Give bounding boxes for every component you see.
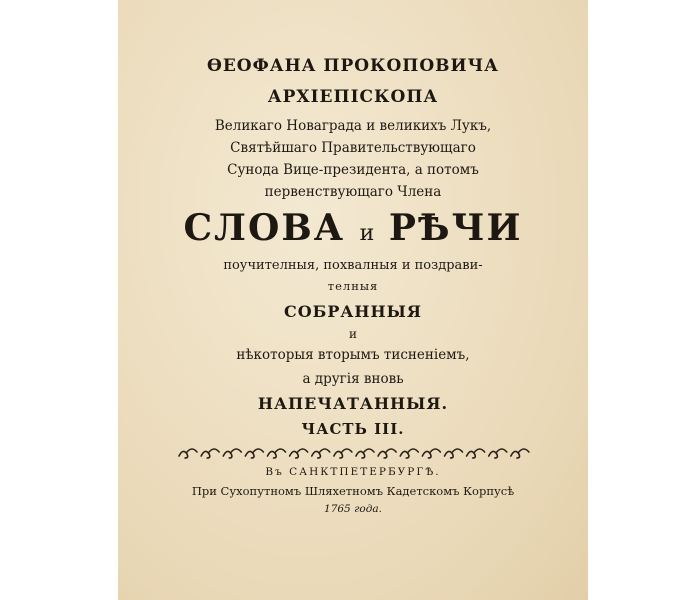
ornament-divider	[176, 444, 530, 462]
ornament-scroll	[179, 449, 197, 458]
ornament-scroll	[334, 449, 352, 458]
description-line: первенствующаго Члена	[264, 184, 442, 200]
ornament-scroll	[290, 449, 308, 458]
reprint-line: нѣкоторыя вторымъ тисненіемъ,	[236, 347, 470, 363]
main-title-connector: и	[359, 221, 375, 246]
ornament-scroll	[245, 449, 263, 458]
description-line: Великаго Новаграда и великихъ Лукъ,	[214, 118, 492, 134]
ornament-scroll	[445, 449, 463, 458]
ornament-scroll	[268, 449, 286, 458]
printed-heading: НАПЕЧАТАННЫЯ.	[257, 394, 449, 413]
author-name: ѲЕОФАНА ПРОКОПОВИЧА	[207, 56, 499, 76]
ornament-scroll	[422, 449, 440, 458]
new-print-line: а другія вновь	[302, 371, 404, 387]
ornament-scroll	[489, 449, 507, 458]
subtitle-line: поучителныя, похвалныя и поздрави-	[223, 258, 483, 273]
imprint-city: Въ САНКТПЕТЕРБУРГѢ.	[265, 466, 441, 478]
description-line: Святѣйшаго Правительствующаго	[230, 140, 476, 156]
imprint-press: При Сухопутномъ Шляхетномъ Кадетскомъ Корпусѣ	[191, 484, 515, 498]
main-title	[118, 207, 588, 249]
main-title-part1: СЛОВА	[183, 207, 346, 249]
imprint-year: 1765 года.	[324, 503, 382, 515]
part-number: ЧАСТЬ III.	[301, 420, 405, 438]
description-line: Сунода Вице-президента, а потомъ	[227, 162, 479, 178]
author-title: АРХІЕПІСКОПА	[267, 87, 439, 107]
main-title-part2: РѢЧИ	[388, 207, 523, 249]
collected-heading: СОБРАННЫЯ	[284, 302, 422, 321]
title-page	[118, 0, 588, 600]
ornament-scroll	[378, 449, 396, 458]
ornament-scroll	[467, 449, 485, 458]
ornament-scroll	[201, 449, 219, 458]
ornament-scroll	[312, 449, 330, 458]
conjunction: и	[349, 327, 357, 341]
ornament-scroll	[223, 449, 241, 458]
subtitle-line: телныя	[327, 279, 379, 293]
ornament-scroll	[511, 449, 529, 458]
ornament-scroll	[400, 449, 418, 458]
ornament-scroll	[356, 449, 374, 458]
